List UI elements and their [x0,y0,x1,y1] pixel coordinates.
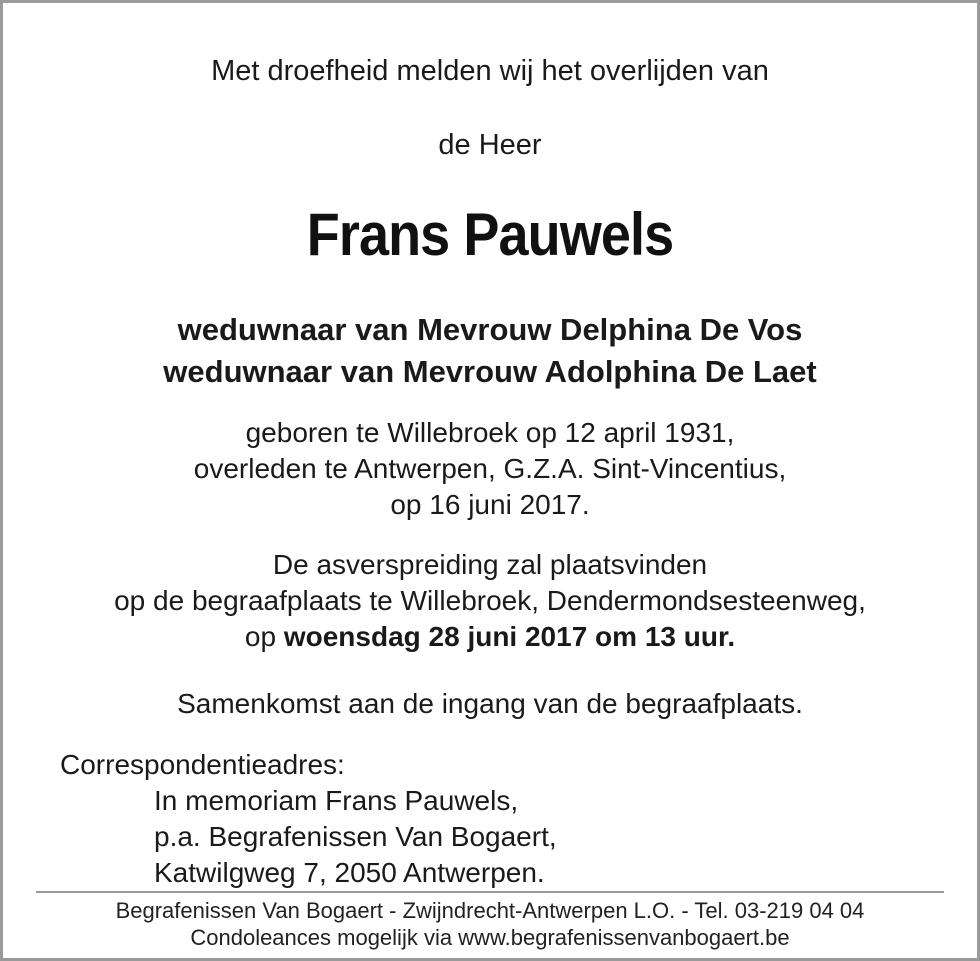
ceremony-date-prefix: op [244,621,284,652]
birth-line: geboren te Willebroek op 12 april 1931, [245,417,735,448]
ceremony-line-1: De asverspreiding zal plaatsvinden [272,549,708,580]
death-line: overleden te Antwerpen, G.Z.A. Sint-Vincentius, [193,453,787,484]
footer-line-1: Begrafenissen Van Bogaert - Zwijndrecht-Antwerpen L.O. - Tel. 03-219 04 04 [115,898,865,923]
widower-line-2: weduwnaar van Mevrouw Adolphina De Laet [163,354,817,389]
correspondence-line-3: Katwilgweg 7, 2050 Antwerpen. [154,857,545,888]
footer-divider [36,891,944,893]
life-dates-block [0,415,980,523]
death-date-line: op 16 juni 2017. [390,489,590,520]
ceremony-line-2: op de begraafplaats te Willebroek, Dendermondsesteenweg, [114,585,866,616]
deceased-name: Frans Pauwels [306,201,674,268]
meeting-text: Samenkomst aan de ingang van de begraafplaats. [177,688,803,719]
title-text: de Heer [438,129,542,161]
correspondence-line-1: In memoriam Frans Pauwels, [154,785,519,816]
footer [0,897,980,951]
ceremony-line-3 [0,619,980,655]
footer-line-2: Condoleances mogelijk via www.begrafenissenvanbogaert.be [190,925,790,950]
intro-text: Met droefheid melden wij het overlijden van [211,55,769,87]
correspondence-label: Correspondentieadres: [60,749,345,780]
ceremony-block [0,547,980,655]
widower-line-1: weduwnaar van Mevrouw Delphina De Vos [177,312,803,347]
correspondence-line-2: p.a. Begrafenissen Van Bogaert, [154,821,557,852]
correspondence-block [60,747,557,891]
widower-block [0,309,980,393]
ceremony-date: woensdag 28 juni 2017 om 13 uur. [283,621,736,652]
